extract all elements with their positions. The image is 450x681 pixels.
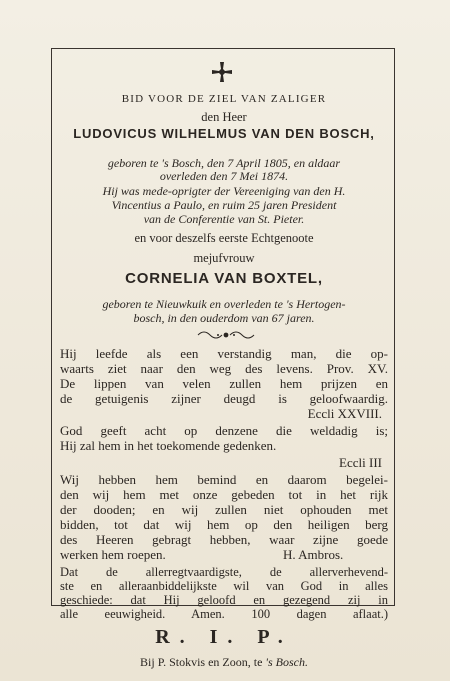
spouse-name: CORNELIA VAN BOXTEL,	[125, 270, 323, 287]
text-line-10: den wij hem met onze gebeden tot in het rijk	[60, 487, 388, 502]
text-line-15: Dat de allerregtvaardigste, de allerverhevend-	[60, 565, 388, 579]
text-line-14: werken hem roepen.	[60, 547, 166, 562]
spouse-intro: en voor deszelfs eerste Echtgenoote	[134, 231, 314, 245]
text-line-13: des Heeren gebragt hebben, waar zijne goede	[60, 532, 388, 547]
spouse-line-1: geboren te Nieuwkuik en overleden te 's Hertogen-	[102, 297, 346, 311]
text-line-4: de getuigenis zijner deugd is geloofwaardig.	[60, 391, 388, 406]
reference-1: Eccli XXVIII.	[307, 406, 382, 421]
text-line-18: alle eeuwigheid. Amen. 100 dagen aflaat.)	[60, 607, 388, 621]
text-line-2: waarts ziet naar den weg des levens. Prov. XV.	[60, 361, 388, 376]
printer-place: 's Bosch.	[265, 655, 308, 669]
deceased-name: LUDOVICUS WILHELMUS VAN DEN BOSCH,	[73, 126, 375, 141]
printer-line	[58, 655, 390, 669]
text-line-12: bidden, tot dat wij hem op den heiligen berg	[60, 517, 388, 532]
text-line-16: ste en alleraanbiddelijkste wil van God in alles	[60, 579, 388, 593]
prayer-heading: BID VOOR DE ZIEL VAN ZALIGER	[121, 93, 327, 105]
bio-line-4: Vincentius a Paulo, en ruim 25 jaren President	[111, 198, 337, 212]
rip-text: R. I. P.	[155, 626, 293, 648]
text-line-1: Hij leefde als een verstandig man, die op-	[60, 346, 388, 361]
text-line-11: der dooden; en wij zullen niet ophouden met	[60, 502, 388, 517]
bio-line-5: van de Conferentie van St. Pieter.	[143, 212, 305, 226]
text-line-7: Hij zal hem in het toekomende gedenken.	[60, 438, 277, 453]
den-heer-text: den Heer	[201, 110, 247, 124]
text-line-17: geschiede: dat Hij geloofd en gezegend zij in	[60, 593, 388, 607]
ornament-divider	[196, 329, 256, 341]
printer-name: Bij P. Stokvis en Zoon, te	[140, 655, 263, 669]
bio-line-3: Hij was mede-oprigter der Vereeniging van den H.	[102, 184, 346, 198]
spouse-line-2: bosch, in den ouderdom van 67 jaren.	[133, 311, 315, 325]
text-line-3: De lippen van velen zullen hem prijzen en	[60, 376, 388, 391]
reference-2: Eccli III	[339, 455, 382, 470]
reference-3: H. Ambros.	[283, 547, 344, 562]
bio-line-1: geboren te 's Bosch, den 7 April 1805, en aldaar	[107, 156, 341, 170]
bio-line-2: overleden den 7 Mei 1874.	[159, 169, 289, 183]
text-line-6: God geeft acht op denzene die weldadig is;	[60, 423, 388, 438]
cross-icon	[211, 61, 233, 83]
mejufvrouw-text: mejufvrouw	[193, 251, 255, 265]
text-line-9: Wij hebben hem bemind en daarom begelei-	[60, 472, 388, 487]
